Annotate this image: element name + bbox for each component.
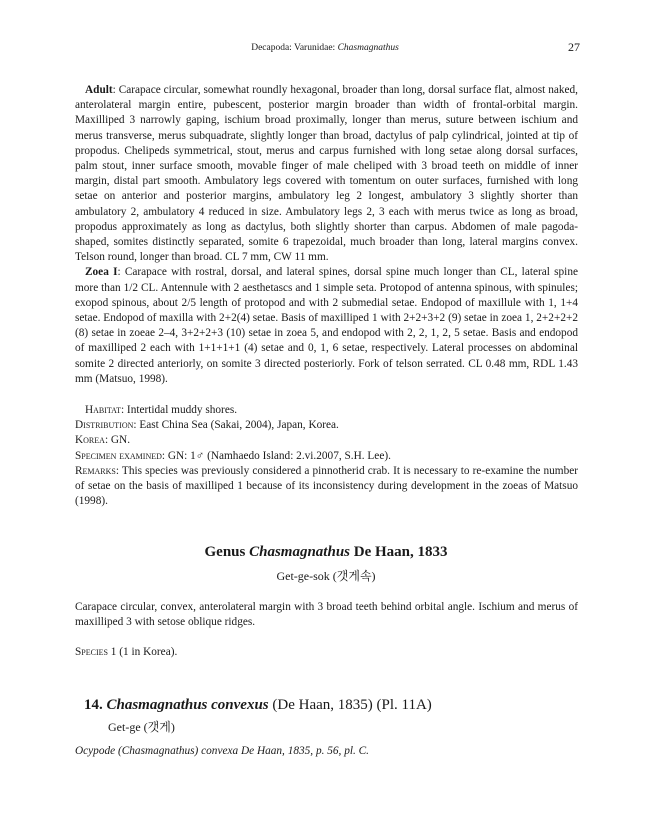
korea-paragraph: Korea: GN.	[75, 434, 131, 447]
info-block	[75, 403, 578, 509]
species-number: 14.	[84, 697, 103, 713]
species-count-paragraph: Species 1 (1 in Korea).	[75, 646, 178, 659]
species-heading	[84, 697, 432, 714]
zoea-label: Zoea I	[85, 266, 118, 279]
genus-block	[75, 600, 578, 661]
zoea-paragraph	[75, 265, 578, 387]
habitat-label: Habitat	[85, 404, 121, 416]
korea-label: Korea	[75, 434, 105, 447]
genus-description: Carapace circular, convex, anterolateral margin with 3 broad teeth behind orbital angle. Ischium and merus of maxilliped 3 with setose oblique ridges.	[75, 601, 578, 629]
zoea-text: : Carapace with rostral, dorsal, and lateral spines, dorsal spine much longer than CL, lateral spine more than 1/2 CL. Antennule with 2 aesthetascs and 1 simple seta. Protopod of antenna spinous, with spinules; exopod spinous, about 2/5 length of protopod and with 2 submedial setae. Endopod of maxillule with 1, 1+4 setae. Endopod of maxilla with 2+2(4) setae. Basis of maxilliped 1 with 2+2+3+2 (9) setae in zoea 1, 2+2+2+2 (8) setae in zoeae 2–4, 3+2+2+3 (10) setae in zoea 5, and endopod with 2, 2, 1, 2, 5 setae. Basis and endopod of maxilliped 2 each with 1+1+1+1 (4) setae and 0, 1, 6 setae, respectively. Lateral processes on abdominal somite 2 directed anteriorly, on somite 3 directed posteriorly. Fork of telson serrated. CL 0.48 mm, RDL 1.43 mm (Matsuo, 1998).	[75, 266, 578, 385]
habitat-paragraph: Habitat: Intertidal muddy shores.	[85, 404, 238, 416]
description-block	[75, 83, 578, 387]
specimen-label: Specimen examined	[75, 449, 162, 462]
genus-heading: Genus Chasmagnathus De Haan, 1833	[204, 544, 448, 560]
adult-label: Adult	[85, 84, 113, 96]
running-head-genus: Chasmagnathus	[337, 43, 399, 53]
running-head: Decapoda: Varunidae: Chasmagnathus	[251, 43, 399, 53]
species-authority: (De Haan, 1835) (Pl. 11A)	[268, 697, 432, 713]
genus-name: Chasmagnathus	[249, 544, 350, 560]
species-name: Chasmagnathus convexus	[106, 697, 269, 713]
adult-text: : Carapace circular, somewhat roundly hexagonal, broader than long, dorsal surface flat, almost naked, anterolateral margin entire, pubescent, posterior margin broader than width of frontal-orbital margin. Maxilliped 3 narrowly gaping, ischium broad proximally, longer than merus, suture between ischium and merus transverse, merus subquadrate, slightly longer than broad, dactylus of palp cylindrical, jointed at tip of propodus. Chelipeds symmetrical, stout, merus and carpus furnished with long setae along dorsal surfaces, palm stout, inner surface smooth, movable finger of male cheliped with 3 broad teeth on middle of inner margin, distal part smooth. Ambulatory legs covered with tomentum on outer surfaces, furnished with long setae on anterior and posterior margins, ambulatory leg 2 longest, ambulatory 3 slightly shorter than ambulatory 2, ambulatory 4 reduced in size. Ambulatory legs 2, 3 each with merus twice as long as broad, propodus approximately as long as dactylus, both slightly shorter than carpus. Abdomen of male pagoda-shaped, somites distinctly separated, somite 6 trapezoidal, much broader than long, lateral margins convex. Telson round, longer than broad. CL 7 mm, CW 11 mm.	[75, 84, 578, 264]
genus-korean-name: Get-ge-sok (갯게속)	[276, 569, 376, 583]
adult-paragraph	[75, 83, 578, 265]
distribution-label: Distribution	[75, 419, 134, 432]
page-number: 27	[568, 40, 580, 54]
distribution-paragraph: Distribution: East China Sea (Sakai, 2004), Japan, Korea.	[75, 419, 339, 432]
species-korean-name: Get-ge (갯게)	[108, 720, 175, 734]
remarks-label: Remarks	[75, 464, 116, 477]
synonym-line: Ocypode (Chasmagnathus) convexa De Haan, 1835, p. 56, pl. C.	[75, 745, 369, 757]
specimen-paragraph: Specimen examined: GN: 1♂ (Namhaedo Island: 2.vi.2007, S.H. Lee).	[75, 449, 391, 462]
running-header	[70, 40, 580, 56]
species-count-label: Species	[75, 646, 108, 659]
remarks-paragraph: Remarks: This species was previously considered a pinnotherid crab. It is necessary to re-examine the number of setae on the basis of maxilliped 1 because of its inconsistency during development in the zoeas of Matsuo (1998).	[75, 464, 578, 508]
